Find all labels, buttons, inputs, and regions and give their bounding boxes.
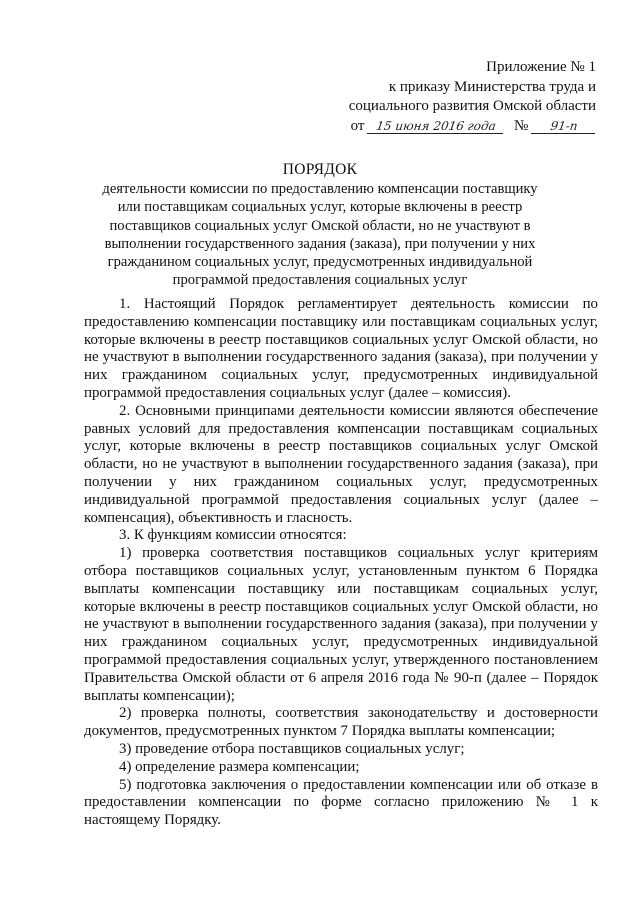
list-item-4: 4) определение размера компенсации; [119,758,360,775]
document-subtitle: деятельности комиссии по предоставлению компенсации поставщику или поставщикам социальных услуг, которые включены в реестр поставщиков социальных услуг Омской области, но не участвуют в выполнении государственного задания (заказа), при получении у них гражданином социальных услуг, предусмотренных индивидуальной программой предоставления социальных услуг [102,181,538,289]
appendix-order-ref: к приказу Министерства труда и [388,78,596,95]
document-body [84,296,598,830]
paragraph-3: 3. К функциям комиссии относятся: [119,527,347,544]
list-item-3: 3) проведение отбора поставщиков социальных услуг; [119,740,465,757]
appendix-ministry: социального развития Омской области [348,98,596,114]
handwritten-date: 15 июня 2016 года [367,119,505,134]
from-label: от [350,117,365,134]
paragraph-1: 1. Настоящий Порядок регламентирует деятельность комиссии по предоставлению компенсации поставщику или поставщикам социальных услуг, которые включены в реестр поставщиков социальных услуг Омской области, но не участвуют в выполнении государственного задания (заказа), при получении у них гражданином социальных услуг, предусмотренных индивидуальной программой предоставления социальных услуг (далее – комиссия). [84,296,598,401]
document-title: ПОРЯДОК [282,161,358,178]
appendix-header [300,58,596,136]
paragraph-2: 2. Основными принципами деятельности комиссии являются обеспечение равных условий для предоставления компенсации поставщикам социальных услуг, которые включены в реестр поставщиков социальных услуг Омской области, но не участвуют в выполнении государственного задания (заказа), при получении у них гражданином социальных услуг, предусмотренных индивидуальной программой предоставления социальных услуг (далее – компенсация), объективность и гласность. [84,402,598,526]
handwritten-number: 91-п [531,119,597,134]
appendix-number: Приложение № 1 [486,59,596,75]
number-label: № [513,117,529,134]
list-item-1: 1) проверка соответствия поставщиков социальных услуг критериям отбора поставщиков социальных услуг, установленным пунктом 6 Порядка выплаты компенсации поставщику или поставщикам социальных услуг, которые включены в реестр поставщиков социальных услуг Омской области, но не участвуют в выполнении государственного задания (заказа), при получении у них гражданином социальных услуг, предусмотренных индивидуальной программой предоставления социальных услуг, утвержденного постановлением Правительства Омской области от 6 апреля 2016 года № 90-п (далее – Порядок выплаты компенсации); [84,545,598,704]
list-item-5: 5) подготовка заключения о предоставлении компенсации или об отказе в предоставлении компенсации по форме согласно приложению № 1 к настоящему Порядку. [84,776,598,829]
appendix-date-number-row [300,117,596,137]
list-item-2: 2) проверка полноты, соответствия законодательству и достоверности документов, предусмотренных пунктом 7 Порядка выплаты компенсации; [84,705,598,740]
